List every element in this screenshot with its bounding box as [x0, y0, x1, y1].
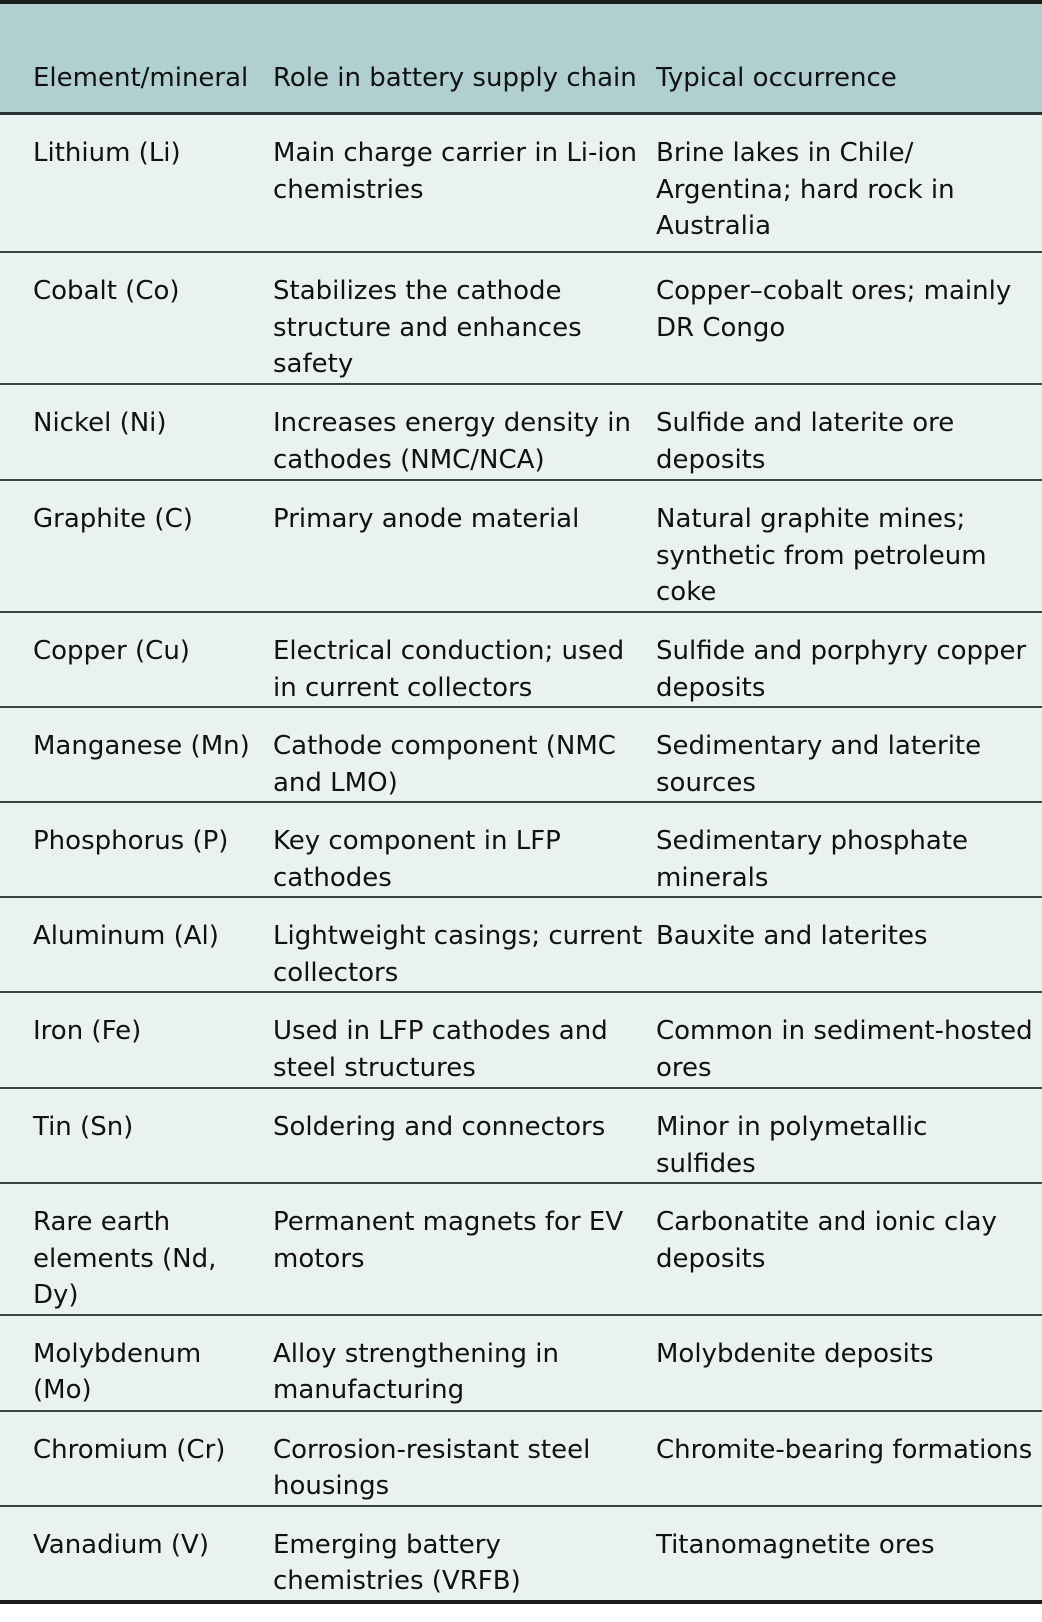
- table-row: [0, 1506, 1042, 1602]
- cell-element: Chromium (Cr): [0, 1411, 271, 1506]
- cell-role: Lightweight casings; current collectors: [271, 897, 654, 992]
- cell-role: Soldering and connectors: [271, 1088, 654, 1183]
- header-element: Element/mineral: [0, 4, 271, 114]
- cell-role: Stabilizes the cathode structure and enhances safety: [271, 252, 654, 384]
- cell-element: Copper (Cu): [0, 612, 271, 707]
- cell-element: Molybdenum (Mo): [0, 1315, 271, 1411]
- cell-occurrence: Chromite-bearing formations: [654, 1411, 1042, 1506]
- cell-occurrence: Natural graphite mines; synthetic from petroleum coke: [654, 480, 1042, 612]
- cell-role: Permanent magnets for EV motors: [271, 1183, 654, 1315]
- table-row: [0, 1411, 1042, 1506]
- cell-occurrence: Sulfide and laterite ore deposits: [654, 384, 1042, 480]
- cell-role: Main charge carrier in Li-ion chemistries: [271, 114, 654, 253]
- table-row: [0, 384, 1042, 480]
- table-row: [0, 1088, 1042, 1183]
- cell-role: Cathode component (NMC and LMO): [271, 707, 654, 802]
- cell-element: Aluminum (Al): [0, 897, 271, 992]
- table-row: [0, 1315, 1042, 1411]
- table-row: [0, 114, 1042, 253]
- cell-element: Graphite (C): [0, 480, 271, 612]
- cell-occurrence: Molybdenite deposits: [654, 1315, 1042, 1411]
- cell-occurrence: Sulfide and porphyry copper deposits: [654, 612, 1042, 707]
- cell-occurrence: Brine lakes in Chile/ Argentina; hard rock in Australia: [654, 114, 1042, 253]
- cell-occurrence: Common in sediment-hosted ores: [654, 992, 1042, 1088]
- table-row: [0, 897, 1042, 992]
- cell-role: Alloy strengthening in manufacturing: [271, 1315, 654, 1411]
- cell-occurrence: Copper–cobalt ores; mainly DR Congo: [654, 252, 1042, 384]
- table-row: [0, 707, 1042, 802]
- table-row: [0, 1183, 1042, 1315]
- table-row: [0, 252, 1042, 384]
- cell-role: Increases energy density in cathodes (NMC/NCA): [271, 384, 654, 480]
- cell-role: Emerging battery chemistries (VRFB): [271, 1506, 654, 1602]
- minerals-table: [0, 4, 1042, 1604]
- cell-role: Primary anode material: [271, 480, 654, 612]
- cell-role: Key component in LFP cathodes: [271, 802, 654, 897]
- cell-element: Vanadium (V): [0, 1506, 271, 1602]
- cell-element: Phosphorus (P): [0, 802, 271, 897]
- table-row: [0, 992, 1042, 1088]
- cell-element: Manganese (Mn): [0, 707, 271, 802]
- cell-occurrence: Titanomagnetite ores: [654, 1506, 1042, 1602]
- cell-element: Tin (Sn): [0, 1088, 271, 1183]
- cell-element: Lithium (Li): [0, 114, 271, 253]
- cell-role: Used in LFP cathodes and steel structures: [271, 992, 654, 1088]
- header-occurrence: Typical occurrence: [654, 4, 1042, 114]
- table-row: [0, 480, 1042, 612]
- table-row: [0, 802, 1042, 897]
- cell-occurrence: Bauxite and laterites: [654, 897, 1042, 992]
- cell-role: Corrosion-resistant steel housings: [271, 1411, 654, 1506]
- cell-occurrence: Sedimentary and laterite sources: [654, 707, 1042, 802]
- cell-occurrence: Carbonatite and ionic clay deposits: [654, 1183, 1042, 1315]
- table-row: [0, 612, 1042, 707]
- header-role: Role in battery supply chain: [271, 4, 654, 114]
- cell-role: Electrical conduction; used in current collectors: [271, 612, 654, 707]
- cell-element: Iron (Fe): [0, 992, 271, 1088]
- cell-element: Rare earth elements (Nd, Dy): [0, 1183, 271, 1315]
- cell-element: Nickel (Ni): [0, 384, 271, 480]
- cell-occurrence: Minor in polymetallic sulfides: [654, 1088, 1042, 1183]
- cell-element: Cobalt (Co): [0, 252, 271, 384]
- cell-occurrence: Sedimentary phosphate minerals: [654, 802, 1042, 897]
- header-row: [0, 4, 1042, 114]
